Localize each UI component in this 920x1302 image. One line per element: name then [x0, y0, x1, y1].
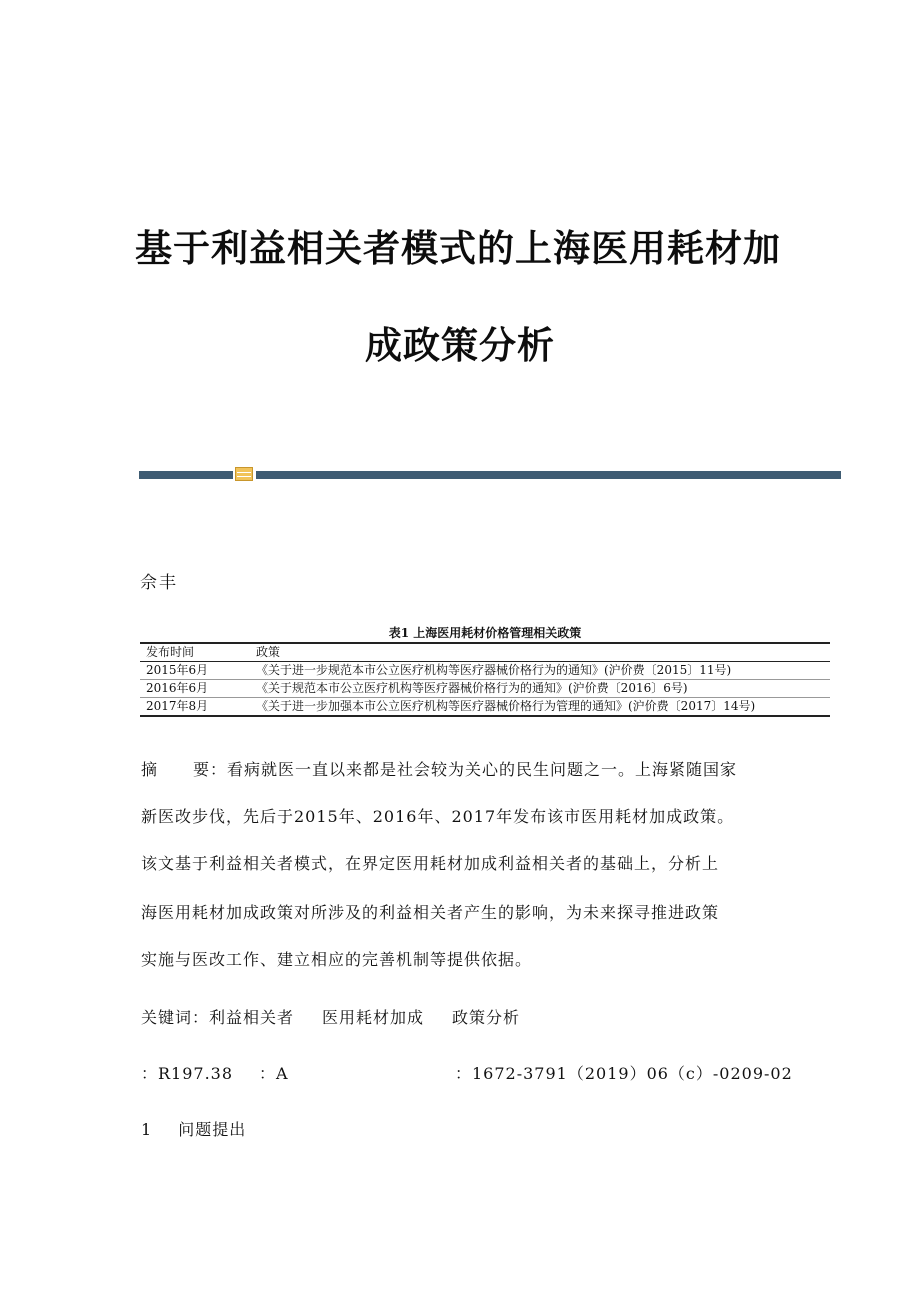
table-row [140, 680, 830, 698]
paper-title-line-2: 成政策分析 [365, 323, 555, 367]
table-cell-policy: 《关于进一步规范本市公立医疗机构等医疗器械价格行为的通知》(沪价费〔2015〕11号) [256, 663, 732, 677]
policy-table-figure [140, 624, 830, 717]
abstract-line: 海医用耗材加成政策对所涉及的利益相关者产生的影响，为未来探寻推进政策 [141, 903, 720, 922]
envelope-icon [235, 467, 253, 481]
section-heading [141, 1117, 246, 1140]
table-cell-policy: 《关于进一步加强本市公立医疗机构等医疗器械价格行为管理的通知》(沪价费〔2017〕14号) [256, 699, 756, 713]
policy-table [140, 642, 830, 717]
keyword-item: 利益相关者 [209, 1008, 295, 1027]
table-cell-policy: 《关于规范本市公立医疗机构等医疗器械价格行为的通知》(沪价费〔2016〕6号) [256, 681, 688, 695]
section-title: 问题提出 [178, 1120, 247, 1139]
keywords-label: 关键词： [141, 1008, 210, 1027]
keyword-item: 医用耗材加成 [322, 1008, 425, 1027]
author-name: 佘丰 [140, 573, 178, 593]
table-caption: 表1 上海医用耗材价格管理相关政策 [388, 626, 582, 640]
table-cell-date: 2015年6月 [146, 663, 209, 677]
table-cell-date: 2017年8月 [146, 699, 209, 713]
keyword-item: 政策分析 [452, 1008, 521, 1027]
document-code: ：A [259, 1064, 289, 1083]
keywords-line [141, 1005, 520, 1028]
table-header-policy: 政策 [256, 645, 281, 659]
paper-title-line-1: 基于利益相关者模式的上海医用耗材加 [135, 226, 781, 270]
section-number: 1 [141, 1120, 153, 1139]
abstract-label-a: 摘 [141, 760, 159, 779]
abstract-line [141, 757, 737, 780]
abstract-label-b: 要： [193, 760, 228, 779]
article-number: ：1672-3791（2019）06（c）-0209-02 [455, 1064, 793, 1083]
abstract-line: 实施与医改工作、建立相应的完善机制等提供依据。 [141, 950, 533, 969]
title-divider-right [256, 471, 841, 479]
title-divider-left [139, 471, 233, 479]
abstract-text: 看病就医一直以来都是社会较为关心的民生问题之一。上海紧随国家 [227, 760, 738, 779]
abstract-line: 该文基于利益相关者模式，在界定医用耗材加成利益相关者的基础上，分析上 [141, 854, 720, 873]
abstract-line: 新医改步伐，先后于2015年、2016年、2017年发布该市医用耗材加成政策。 [141, 807, 735, 826]
table-header-row [140, 643, 830, 662]
table-header-date: 发布时间 [146, 645, 195, 659]
table-cell-date: 2016年6月 [146, 681, 209, 695]
table-row [140, 698, 830, 717]
table-row [140, 662, 830, 680]
clc-number: ：R197.38 [141, 1064, 234, 1083]
